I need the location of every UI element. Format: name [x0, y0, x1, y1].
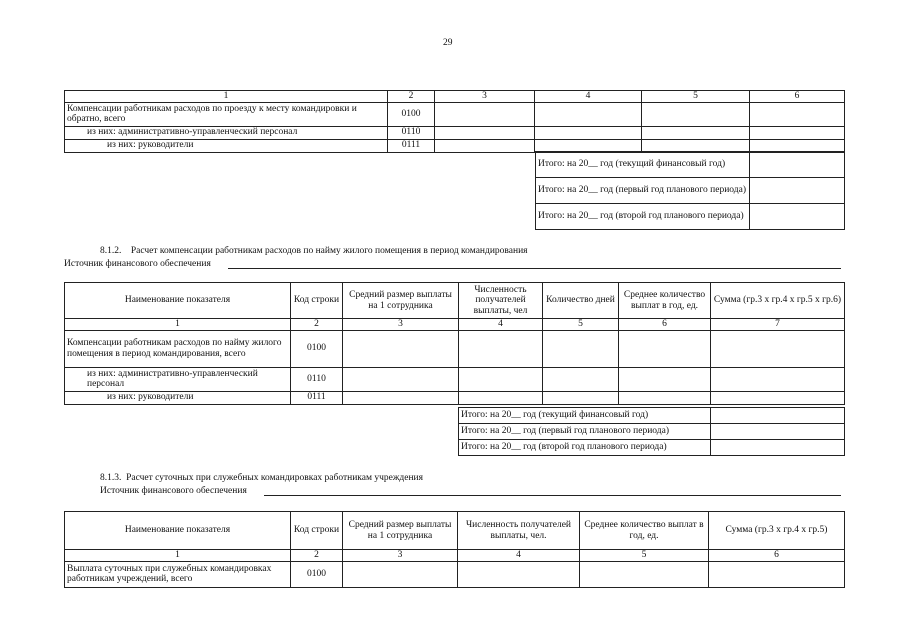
- row-name: из них: руководители: [65, 391, 291, 404]
- column-header: Средний размер выплаты на 1 сотрудника: [343, 512, 458, 550]
- table-row: [65, 561, 845, 587]
- row-name: Компенсации работникам расходов по найму жилого помещения в период командирования, всего: [65, 330, 291, 367]
- cell[interactable]: [543, 367, 619, 391]
- total-label: Итого: на 20__ год (первый год планового периода): [536, 178, 750, 204]
- cell[interactable]: [543, 391, 619, 404]
- total-value[interactable]: [711, 440, 845, 456]
- total-label: Итого: на 20__ год (текущий финансовый год): [459, 408, 711, 424]
- col-number: 3: [343, 319, 459, 331]
- cell[interactable]: [711, 391, 845, 404]
- column-header: Средний размер выплаты на 1 сотрудника: [343, 283, 459, 319]
- row-code: 0111: [291, 391, 343, 404]
- row-code: 0110: [291, 367, 343, 391]
- column-header: Код строки: [291, 283, 343, 319]
- cell[interactable]: [535, 102, 642, 126]
- col-number: 3: [435, 91, 535, 103]
- cell[interactable]: [435, 126, 535, 139]
- col-number: 5: [580, 550, 709, 562]
- cell[interactable]: [580, 561, 709, 587]
- column-header: Количество дней: [543, 283, 619, 319]
- cell[interactable]: [642, 126, 750, 139]
- total-value[interactable]: [750, 178, 845, 204]
- section-title: 8.1.2. Расчет компенсации работникам расходов по найму жилого помещения в период командирования: [100, 246, 528, 256]
- column-header: Среднее количество выплат в год, ед.: [580, 512, 709, 550]
- row-name: из них: административно-управленческий персонал: [65, 126, 388, 139]
- column-header: Численность получателей выплаты, чел: [459, 283, 543, 319]
- col-number: 7: [711, 319, 845, 331]
- cell[interactable]: [619, 330, 711, 367]
- total-row: [536, 152, 845, 178]
- table-row: [65, 102, 845, 126]
- cell[interactable]: [619, 391, 711, 404]
- funding-source-field[interactable]: [228, 268, 841, 269]
- col-number: 4: [459, 319, 543, 331]
- table-housing-compensation: [64, 282, 845, 405]
- cell[interactable]: [458, 561, 580, 587]
- cell[interactable]: [709, 561, 845, 587]
- table-row: [65, 330, 845, 367]
- cell[interactable]: [343, 330, 459, 367]
- section-title: 8.1.3. Расчет суточных при служебных командировках работникам учреждения: [100, 473, 423, 483]
- column-number-row: [65, 550, 845, 562]
- cell[interactable]: [750, 102, 845, 126]
- table-per-diem: [64, 511, 845, 588]
- cell[interactable]: [642, 102, 750, 126]
- column-number-row: [65, 91, 845, 103]
- cell[interactable]: [435, 139, 535, 152]
- table-row: [65, 126, 845, 139]
- col-number: 2: [291, 550, 343, 562]
- page-number: 29: [443, 38, 453, 48]
- col-number: 4: [458, 550, 580, 562]
- total-value[interactable]: [750, 204, 845, 230]
- cell[interactable]: [435, 102, 535, 126]
- total-row: [536, 178, 845, 204]
- table1-totals: [535, 151, 845, 230]
- column-header: Сумма (гр.3 х гр.4 х гр.5 х гр.6): [711, 283, 845, 319]
- table2-totals: [458, 407, 845, 456]
- cell[interactable]: [343, 391, 459, 404]
- col-number: 1: [65, 550, 291, 562]
- total-value[interactable]: [711, 408, 845, 424]
- column-header: Среднее количество выплат в год, ед.: [619, 283, 711, 319]
- cell[interactable]: [711, 330, 845, 367]
- cell[interactable]: [750, 126, 845, 139]
- funding-source-label: Источник финансового обеспечения: [100, 486, 247, 496]
- total-value[interactable]: [750, 152, 845, 178]
- row-code: 0111: [388, 139, 435, 152]
- cell[interactable]: [343, 561, 458, 587]
- col-number: 6: [750, 91, 845, 103]
- cell[interactable]: [459, 330, 543, 367]
- cell[interactable]: [535, 126, 642, 139]
- total-row: [459, 440, 845, 456]
- total-row: [459, 408, 845, 424]
- header-row: [65, 283, 845, 319]
- col-number: 4: [535, 91, 642, 103]
- col-number: 5: [642, 91, 750, 103]
- row-code: 0100: [291, 561, 343, 587]
- total-value[interactable]: [711, 424, 845, 440]
- column-number-row: [65, 319, 845, 331]
- col-number: 3: [343, 550, 458, 562]
- col-number: 6: [619, 319, 711, 331]
- table-travel-compensation: [64, 90, 845, 153]
- column-header: Наименование показателя: [65, 283, 291, 319]
- header-row: [65, 512, 845, 550]
- total-label: Итого: на 20__ год (второй год планового периода): [536, 204, 750, 230]
- cell[interactable]: [459, 367, 543, 391]
- column-header: Наименование показателя: [65, 512, 291, 550]
- total-row: [536, 204, 845, 230]
- column-header: Численность получателей выплаты, чел.: [458, 512, 580, 550]
- column-header: Сумма (гр.3 х гр.4 х гр.5): [709, 512, 845, 550]
- table-row: [65, 391, 845, 404]
- table-row: [65, 367, 845, 391]
- cell[interactable]: [543, 330, 619, 367]
- funding-source-label: Источник финансового обеспечения: [64, 259, 211, 269]
- row-name: Выплата суточных при служебных командировках работникам учреждений, всего: [65, 561, 291, 587]
- cell[interactable]: [711, 367, 845, 391]
- row-code: 0100: [388, 102, 435, 126]
- row-name: Компенсации работникам расходов по проезду к месту командировки и обратно, всего: [65, 102, 388, 126]
- cell[interactable]: [619, 367, 711, 391]
- col-number: 1: [65, 319, 291, 331]
- column-header: Код строки: [291, 512, 343, 550]
- total-label: Итого: на 20__ год (первый год планового периода): [459, 424, 711, 440]
- col-number: 5: [543, 319, 619, 331]
- total-row: [459, 424, 845, 440]
- col-number: 6: [709, 550, 845, 562]
- cell[interactable]: [343, 367, 459, 391]
- col-number: 2: [388, 91, 435, 103]
- row-name: из них: руководители: [65, 139, 388, 152]
- funding-source-field[interactable]: [264, 495, 841, 496]
- row-code: 0100: [291, 330, 343, 367]
- row-code: 0110: [388, 126, 435, 139]
- col-number: 2: [291, 319, 343, 331]
- total-label: Итого: на 20__ год (текущий финансовый год): [536, 152, 750, 178]
- cell[interactable]: [459, 391, 543, 404]
- col-number: 1: [65, 91, 388, 103]
- row-name: из них: административно-управленческий персонал: [65, 367, 291, 391]
- total-label: Итого: на 20__ год (второй год планового периода): [459, 440, 711, 456]
